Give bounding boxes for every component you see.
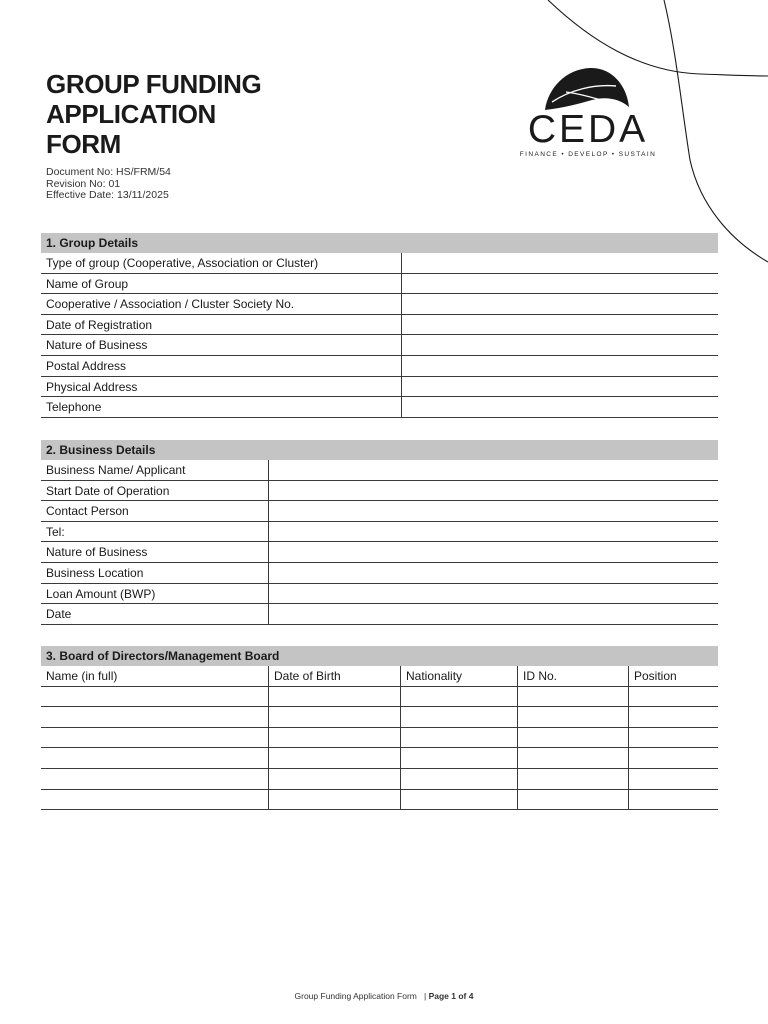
table-cell-input[interactable] (269, 707, 401, 727)
field-label: Nature of Business (41, 335, 402, 355)
table-cell-input[interactable] (41, 790, 269, 810)
table-cell-input[interactable] (269, 728, 401, 748)
table-cell-input[interactable] (629, 687, 718, 707)
page-footer (0, 991, 768, 1001)
title-line-1: GROUP FUNDING (46, 69, 262, 99)
field-label: Business Location (41, 563, 269, 583)
table-cell-input[interactable] (41, 748, 269, 768)
table-cell-input[interactable] (518, 728, 629, 748)
table-row (41, 707, 718, 728)
section-heading: 1. Group Details (41, 233, 718, 253)
table-cell-input[interactable] (518, 748, 629, 768)
field-label: Postal Address (41, 356, 402, 376)
field-label: Business Name/ Applicant (41, 460, 269, 480)
field-label: Physical Address (41, 377, 402, 397)
field-input[interactable] (269, 522, 718, 542)
board-rows (41, 687, 718, 811)
column-header-date-of-birth: Date of Birth (269, 666, 401, 686)
table-cell-input[interactable] (629, 707, 718, 727)
table-cell-input[interactable] (401, 728, 518, 748)
table-cell-input[interactable] (401, 769, 518, 789)
table-cell-input[interactable] (401, 707, 518, 727)
field-input[interactable] (402, 335, 718, 355)
field-input[interactable] (269, 501, 718, 521)
field-input[interactable] (402, 253, 718, 273)
table-row (41, 397, 718, 418)
table-cell-input[interactable] (269, 769, 401, 789)
table-cell-input[interactable] (629, 769, 718, 789)
field-label: Nature of Business (41, 542, 269, 562)
table-row (41, 790, 718, 811)
table-row (41, 604, 718, 625)
table-cell-input[interactable] (269, 790, 401, 810)
table-cell-input[interactable] (518, 707, 629, 727)
section-heading: 2. Business Details (41, 440, 718, 460)
table-cell-input[interactable] (41, 769, 269, 789)
ceda-logo (508, 66, 668, 162)
field-input[interactable] (402, 356, 718, 376)
table-row (41, 377, 718, 398)
field-label: Name of Group (41, 274, 402, 294)
table-row (41, 584, 718, 605)
field-input[interactable] (269, 563, 718, 583)
logo-wordmark: CEDA (527, 108, 649, 151)
field-input[interactable] (402, 377, 718, 397)
field-input[interactable] (269, 460, 718, 480)
table-cell-input[interactable] (401, 790, 518, 810)
revision-number: Revision No: 01 (46, 177, 121, 190)
table-cell-input[interactable] (41, 728, 269, 748)
table-row (41, 748, 718, 769)
table-row (41, 501, 718, 522)
table-row (41, 481, 718, 502)
logo-emblem-icon (508, 66, 668, 114)
field-input[interactable] (402, 294, 718, 314)
field-input[interactable] (269, 481, 718, 501)
column-header-name: Name (in full) (41, 666, 269, 686)
effective-date: Effective Date: 13/11/2025 (46, 189, 169, 201)
table-row (41, 294, 718, 315)
table-row (41, 274, 718, 295)
table-row (41, 460, 718, 481)
table-row (41, 315, 718, 336)
table-cell-input[interactable] (518, 687, 629, 707)
table-cell-input[interactable] (629, 790, 718, 810)
field-input[interactable] (269, 542, 718, 562)
field-label: Date (41, 604, 269, 624)
title-line-2: APPLICATION (46, 99, 216, 129)
table-row (41, 687, 718, 708)
section-heading: 3. Board of Directors/Management Board (41, 646, 718, 666)
table-row (41, 253, 718, 274)
table-header-row (41, 666, 718, 687)
table-cell-input[interactable] (401, 748, 518, 768)
document-meta (46, 167, 171, 202)
table-row (41, 542, 718, 563)
board-of-directors-section (41, 646, 718, 810)
table-cell-input[interactable] (629, 748, 718, 768)
field-input[interactable] (402, 397, 718, 417)
field-label: Tel: (41, 522, 269, 542)
table-row (41, 769, 718, 790)
field-label: Contact Person (41, 501, 269, 521)
field-label: Type of group (Cooperative, Association or Cluster) (41, 253, 402, 273)
business-details-section (41, 440, 718, 625)
table-row (41, 356, 718, 377)
field-input[interactable] (269, 604, 718, 624)
field-input[interactable] (402, 274, 718, 294)
table-row (41, 563, 718, 584)
logo-tagline: FINANCE • DEVELOP • SUSTAIN (519, 151, 657, 158)
table-cell-input[interactable] (629, 728, 718, 748)
column-header-position: Position (634, 669, 677, 683)
field-label: Loan Amount (BWP) (41, 584, 269, 604)
page-number: Page 1 of 4 (428, 991, 474, 1001)
field-input[interactable] (269, 584, 718, 604)
form-title (46, 69, 261, 159)
column-header-id-no: ID No. (518, 666, 629, 686)
table-cell-input[interactable] (401, 687, 518, 707)
table-cell-input[interactable] (269, 748, 401, 768)
table-cell-input[interactable] (518, 769, 629, 789)
table-row (41, 728, 718, 749)
table-cell-input[interactable] (41, 707, 269, 727)
title-line-3: FORM (46, 129, 121, 159)
footer-title: Group Funding Application Form (294, 991, 417, 1001)
field-label: Start Date of Operation (41, 481, 269, 501)
field-label: Cooperative / Association / Cluster Society No. (41, 294, 402, 314)
field-label: Telephone (41, 397, 402, 417)
table-row (41, 522, 718, 543)
field-label: Date of Registration (41, 315, 402, 335)
group-details-section (41, 233, 718, 418)
table-row (41, 335, 718, 356)
field-input[interactable] (402, 315, 718, 335)
document-number: Document No: HS/FRM/54 (46, 166, 171, 178)
column-header-nationality: Nationality (401, 666, 518, 686)
table-cell-input[interactable] (518, 790, 629, 810)
table-cell-input[interactable] (41, 687, 269, 707)
table-cell-input[interactable] (269, 687, 401, 707)
footer-separator: | (423, 991, 427, 1001)
